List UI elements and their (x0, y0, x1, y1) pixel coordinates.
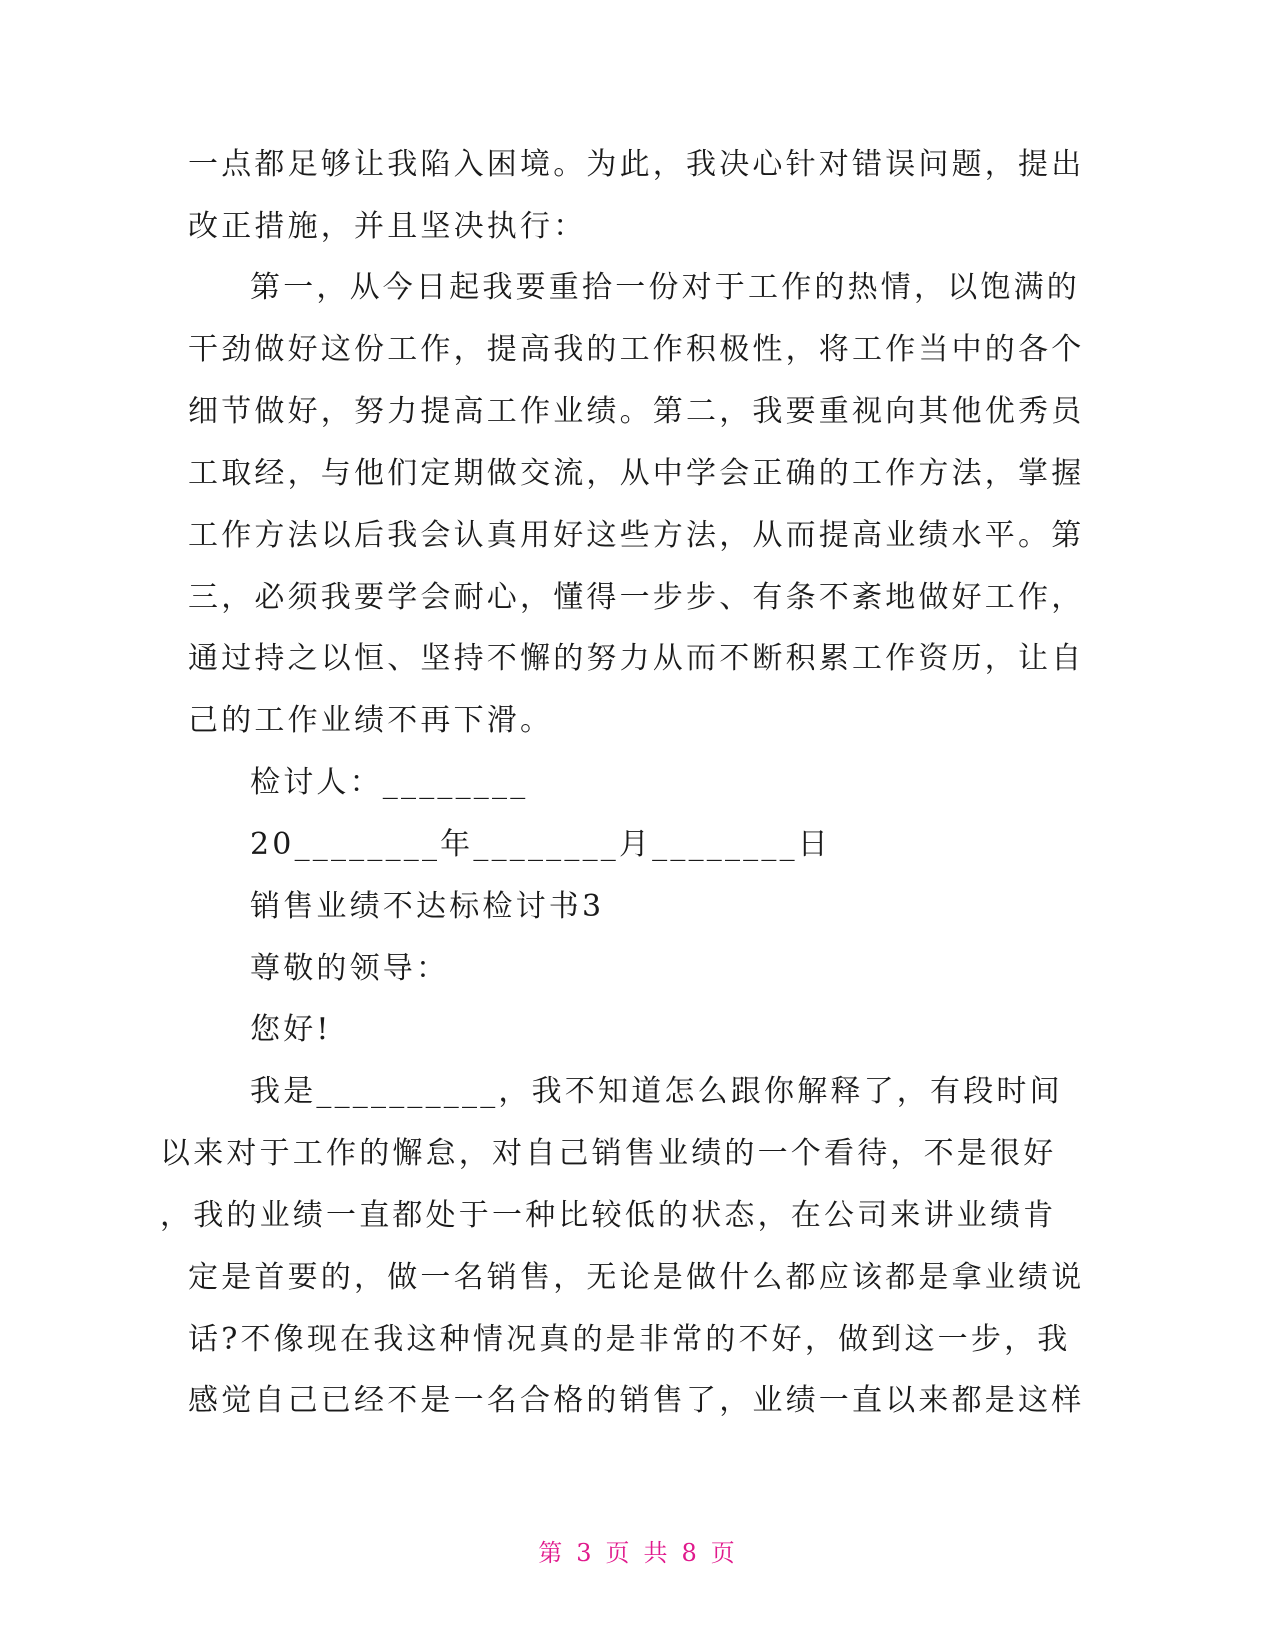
page-total-label: 共 (643, 1539, 670, 1567)
page-footer (0, 1533, 1275, 1568)
body-line: 三，必须我要学会耐心，懂得一步步、有条不紊地做好工作， (188, 580, 1085, 615)
date-line: 20________年________月________日 (250, 827, 831, 862)
body-line: 我是__________，我不知道怎么跟你解释了，有段时间 (250, 1074, 1063, 1109)
page-end: 页 (710, 1539, 737, 1567)
body-line: 工作方法以后我会认真用好这些方法，从而提高业绩水平。第 (188, 518, 1085, 553)
body-line: 以来对于工作的懈怠，对自己销售业绩的一个看待，不是很好 (160, 1136, 1057, 1171)
body-line: 改正措施，并且坚决执行： (188, 209, 587, 244)
body-line: ，我的业绩一直都处于一种比较低的状态，在公司来讲业绩肯 (160, 1198, 1057, 1233)
page-total: 8 (681, 1539, 699, 1567)
signer-line: 检讨人：________ (250, 765, 529, 800)
body-line: 第一，从今日起我要重拾一份对于工作的热情，以饱满的 (250, 270, 1080, 305)
body-line: 话?不像现在我这种情况真的是非常的不好，做到这一步，我 (188, 1322, 1071, 1357)
section-title: 销售业绩不达标检讨书3 (250, 889, 605, 924)
body-line: 定是首要的，做一名销售，无论是做什么都应该都是拿业绩说 (188, 1260, 1085, 1295)
page-current: 3 (576, 1539, 594, 1567)
body-line: 通过持之以恒、坚持不懈的努力从而不断积累工作资历，让自 (188, 641, 1085, 676)
body-line: 一点都足够让我陷入困境。为此，我决心针对错误问题，提出 (188, 147, 1085, 182)
body-line: 细节做好，努力提高工作业绩。第二，我要重视向其他优秀员 (188, 394, 1085, 429)
body-line: 工取经，与他们定期做交流，从中学会正确的工作方法，掌握 (188, 456, 1085, 491)
greeting: 您好! (250, 1012, 332, 1047)
page-label: 第 (538, 1539, 565, 1567)
body-line: 感觉自己已经不是一名合格的销售了，业绩一直以来都是这样 (188, 1383, 1085, 1418)
body-line: 干劲做好这份工作，提高我的工作积极性，将工作当中的各个 (188, 332, 1085, 367)
page-mid: 页 (605, 1539, 632, 1567)
body-line: 己的工作业绩不再下滑。 (188, 703, 554, 738)
salutation: 尊敬的领导： (250, 951, 450, 986)
